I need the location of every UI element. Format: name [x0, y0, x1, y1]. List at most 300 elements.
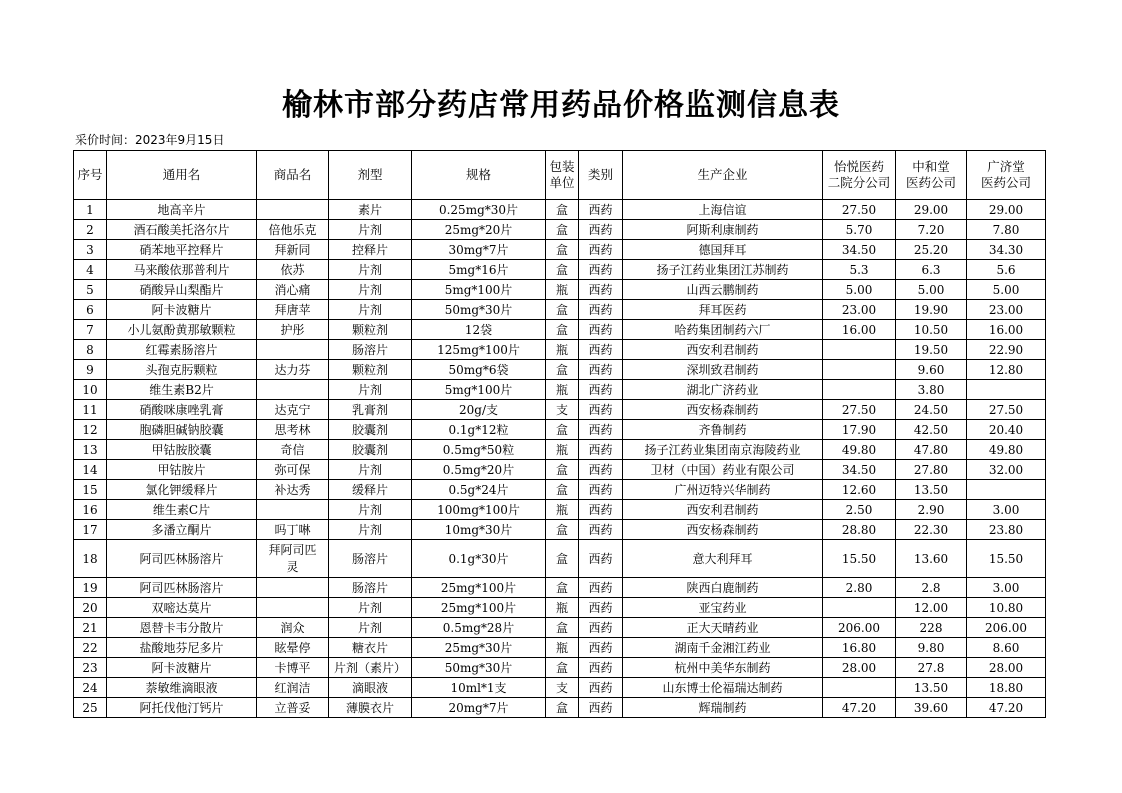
trade-name-cell: 弥可保	[257, 460, 329, 480]
price-yiyue-cell	[823, 598, 896, 618]
table-row	[74, 698, 1046, 718]
seq-cell: 25	[74, 698, 107, 718]
category-cell: 西药	[579, 300, 623, 320]
manufacturer-cell: 意大利拜耳	[623, 540, 823, 578]
table-row	[74, 440, 1046, 460]
table-row	[74, 340, 1046, 360]
spec-cell: 10mg*30片	[412, 520, 546, 540]
table-row	[74, 678, 1046, 698]
seq-cell: 11	[74, 400, 107, 420]
category-cell: 西药	[579, 420, 623, 440]
seq-cell: 22	[74, 638, 107, 658]
spec-cell: 5mg*100片	[412, 280, 546, 300]
price-date-label: 采价时间：2023年9月15日	[75, 133, 225, 147]
price-zhonghetang-cell: 9.80	[896, 638, 967, 658]
package-unit-cell: 盒	[546, 578, 579, 598]
trade-name-cell	[257, 598, 329, 618]
spec-cell: 20g/支	[412, 400, 546, 420]
price-guangjitang-cell: 34.30	[967, 240, 1046, 260]
category-cell: 西药	[579, 520, 623, 540]
package-unit-cell: 盒	[546, 200, 579, 220]
generic-name-cell: 酒石酸美托洛尔片	[107, 220, 257, 240]
manufacturer-cell: 亚宝药业	[623, 598, 823, 618]
seq-cell: 3	[74, 240, 107, 260]
package-unit-cell: 盒	[546, 240, 579, 260]
spec-cell: 100mg*100片	[412, 500, 546, 520]
trade-name-cell: 润众	[257, 618, 329, 638]
seq-cell: 10	[74, 380, 107, 400]
price-guangjitang-cell	[967, 480, 1046, 500]
table-row	[74, 658, 1046, 678]
category-cell: 西药	[579, 598, 623, 618]
header-store-guangjitang-line2: 医药公司	[980, 175, 1031, 190]
category-cell: 西药	[579, 480, 623, 500]
price-guangjitang-cell: 47.20	[967, 698, 1046, 718]
table-body	[74, 200, 1046, 718]
price-yiyue-cell: 12.60	[823, 480, 896, 500]
price-zhonghetang-cell: 47.80	[896, 440, 967, 460]
package-unit-cell: 瓶	[546, 340, 579, 360]
price-yiyue-cell: 2.50	[823, 500, 896, 520]
seq-cell: 17	[74, 520, 107, 540]
header-dosage-form: 剂型	[329, 151, 412, 200]
price-yiyue-cell	[823, 380, 896, 400]
price-guangjitang-cell: 23.80	[967, 520, 1046, 540]
price-yiyue-cell: 16.80	[823, 638, 896, 658]
trade-name-cell: 吗丁啉	[257, 520, 329, 540]
dosage-form-cell: 片剂	[329, 380, 412, 400]
manufacturer-cell: 陕西白鹿制药	[623, 578, 823, 598]
package-unit-cell: 盒	[546, 320, 579, 340]
header-store-guangjitang	[967, 151, 1046, 200]
price-guangjitang-cell: 22.90	[967, 340, 1046, 360]
table-row	[74, 200, 1046, 220]
seq-cell: 16	[74, 500, 107, 520]
category-cell: 西药	[579, 638, 623, 658]
dosage-form-cell: 控释片	[329, 240, 412, 260]
dosage-form-cell: 糖衣片	[329, 638, 412, 658]
spec-cell: 0.1g*12粒	[412, 420, 546, 440]
spec-cell: 0.5g*24片	[412, 480, 546, 500]
package-unit-cell: 瓶	[546, 500, 579, 520]
price-zhonghetang-cell: 19.50	[896, 340, 967, 360]
generic-name-cell: 甲钴胺胶囊	[107, 440, 257, 460]
manufacturer-cell: 西安利君制药	[623, 340, 823, 360]
dosage-form-cell: 颗粒剂	[329, 320, 412, 340]
spec-cell: 0.5mg*28片	[412, 618, 546, 638]
package-unit-cell: 盒	[546, 300, 579, 320]
spec-cell: 0.5mg*50粒	[412, 440, 546, 460]
dosage-form-cell: 肠溶片	[329, 340, 412, 360]
price-zhonghetang-cell: 42.50	[896, 420, 967, 440]
price-yiyue-cell: 206.00	[823, 618, 896, 638]
seq-cell: 9	[74, 360, 107, 380]
dosage-form-cell: 片剂	[329, 460, 412, 480]
table-header-row	[74, 151, 1046, 200]
header-trade-name: 商品名	[257, 151, 329, 200]
spec-cell: 25mg*30片	[412, 638, 546, 658]
manufacturer-cell: 扬子江药业集团南京海陵药业	[623, 440, 823, 460]
dosage-form-cell: 素片	[329, 200, 412, 220]
price-zhonghetang-cell: 13.60	[896, 540, 967, 578]
manufacturer-cell: 山西云鹏制药	[623, 280, 823, 300]
table-row	[74, 380, 1046, 400]
category-cell: 西药	[579, 200, 623, 220]
category-cell: 西药	[579, 540, 623, 578]
trade-name-cell: 眩晕停	[257, 638, 329, 658]
dosage-form-cell: 片剂	[329, 500, 412, 520]
dosage-form-cell: 薄膜衣片	[329, 698, 412, 718]
table-row	[74, 618, 1046, 638]
package-unit-cell: 盒	[546, 618, 579, 638]
trade-name-cell	[257, 380, 329, 400]
package-unit-cell: 瓶	[546, 380, 579, 400]
price-yiyue-cell: 2.80	[823, 578, 896, 598]
price-zhonghetang-cell: 22.30	[896, 520, 967, 540]
category-cell: 西药	[579, 400, 623, 420]
seq-cell: 12	[74, 420, 107, 440]
package-unit-cell: 瓶	[546, 280, 579, 300]
price-zhonghetang-cell: 7.20	[896, 220, 967, 240]
price-zhonghetang-cell: 9.60	[896, 360, 967, 380]
price-yiyue-cell: 5.70	[823, 220, 896, 240]
spec-cell: 5mg*16片	[412, 260, 546, 280]
price-zhonghetang-cell: 5.00	[896, 280, 967, 300]
package-unit-cell: 盒	[546, 658, 579, 678]
header-store-yiyue-line1: 怡悦医药	[833, 159, 884, 174]
price-yiyue-cell: 49.80	[823, 440, 896, 460]
category-cell: 西药	[579, 240, 623, 260]
trade-name-cell: 拜阿司匹灵	[257, 540, 329, 578]
generic-name-cell: 萘敏维滴眼液	[107, 678, 257, 698]
table-row	[74, 360, 1046, 380]
table-row	[74, 260, 1046, 280]
manufacturer-cell: 辉瑞制药	[623, 698, 823, 718]
manufacturer-cell: 杭州中美华东制药	[623, 658, 823, 678]
manufacturer-cell: 拜耳医药	[623, 300, 823, 320]
price-guangjitang-cell: 5.00	[967, 280, 1046, 300]
manufacturer-cell: 扬子江药业集团江苏制药	[623, 260, 823, 280]
price-guangjitang-cell: 28.00	[967, 658, 1046, 678]
category-cell: 西药	[579, 678, 623, 698]
table-row	[74, 480, 1046, 500]
manufacturer-cell: 德国拜耳	[623, 240, 823, 260]
dosage-form-cell: 片剂（素片）	[329, 658, 412, 678]
price-zhonghetang-cell: 12.00	[896, 598, 967, 618]
price-guangjitang-cell: 10.80	[967, 598, 1046, 618]
seq-cell: 7	[74, 320, 107, 340]
trade-name-cell	[257, 500, 329, 520]
trade-name-cell: 红润洁	[257, 678, 329, 698]
header-package-line2: 单位	[549, 175, 575, 190]
manufacturer-cell: 上海信谊	[623, 200, 823, 220]
generic-name-cell: 维生素C片	[107, 500, 257, 520]
price-guangjitang-cell: 16.00	[967, 320, 1046, 340]
price-yiyue-cell: 16.00	[823, 320, 896, 340]
generic-name-cell: 恩替卡韦分散片	[107, 618, 257, 638]
trade-name-cell: 思考林	[257, 420, 329, 440]
generic-name-cell: 阿司匹林肠溶片	[107, 540, 257, 578]
package-unit-cell: 盒	[546, 220, 579, 240]
category-cell: 西药	[579, 658, 623, 678]
seq-cell: 18	[74, 540, 107, 578]
spec-cell: 30mg*7片	[412, 240, 546, 260]
price-guangjitang-cell: 18.80	[967, 678, 1046, 698]
seq-cell: 14	[74, 460, 107, 480]
generic-name-cell: 盐酸地芬尼多片	[107, 638, 257, 658]
seq-cell: 2	[74, 220, 107, 240]
package-unit-cell: 盒	[546, 520, 579, 540]
manufacturer-cell: 山东博士伦福瑞达制药	[623, 678, 823, 698]
generic-name-cell: 甲钴胺片	[107, 460, 257, 480]
price-guangjitang-cell: 3.00	[967, 578, 1046, 598]
table-row	[74, 540, 1046, 578]
trade-name-cell	[257, 200, 329, 220]
seq-cell: 5	[74, 280, 107, 300]
spec-cell: 50mg*6袋	[412, 360, 546, 380]
trade-name-cell: 达力芬	[257, 360, 329, 380]
table-row	[74, 420, 1046, 440]
generic-name-cell: 红霉素肠溶片	[107, 340, 257, 360]
price-guangjitang-cell: 29.00	[967, 200, 1046, 220]
seq-cell: 19	[74, 578, 107, 598]
seq-cell: 6	[74, 300, 107, 320]
generic-name-cell: 硝苯地平控释片	[107, 240, 257, 260]
spec-cell: 20mg*7片	[412, 698, 546, 718]
price-zhonghetang-cell: 19.90	[896, 300, 967, 320]
spec-cell: 0.5mg*20片	[412, 460, 546, 480]
table-row	[74, 280, 1046, 300]
price-guangjitang-cell: 23.00	[967, 300, 1046, 320]
generic-name-cell: 阿托伐他汀钙片	[107, 698, 257, 718]
price-guangjitang-cell: 8.60	[967, 638, 1046, 658]
category-cell: 西药	[579, 618, 623, 638]
seq-cell: 15	[74, 480, 107, 500]
dosage-form-cell: 滴眼液	[329, 678, 412, 698]
trade-name-cell: 达克宁	[257, 400, 329, 420]
table-row	[74, 520, 1046, 540]
price-guangjitang-cell: 32.00	[967, 460, 1046, 480]
package-unit-cell: 支	[546, 678, 579, 698]
manufacturer-cell: 深圳致君制药	[623, 360, 823, 380]
spec-cell: 25mg*100片	[412, 598, 546, 618]
price-guangjitang-cell: 206.00	[967, 618, 1046, 638]
package-unit-cell: 盒	[546, 360, 579, 380]
price-zhonghetang-cell: 24.50	[896, 400, 967, 420]
trade-name-cell: 倍他乐克	[257, 220, 329, 240]
seq-cell: 24	[74, 678, 107, 698]
package-unit-cell: 瓶	[546, 440, 579, 460]
seq-cell: 23	[74, 658, 107, 678]
price-yiyue-cell: 17.90	[823, 420, 896, 440]
dosage-form-cell: 片剂	[329, 598, 412, 618]
spec-cell: 25mg*20片	[412, 220, 546, 240]
generic-name-cell: 硝酸异山梨酯片	[107, 280, 257, 300]
package-unit-cell: 盒	[546, 698, 579, 718]
price-yiyue-cell	[823, 340, 896, 360]
manufacturer-cell: 西安杨森制药	[623, 400, 823, 420]
generic-name-cell: 阿司匹林肠溶片	[107, 578, 257, 598]
header-store-zhonghetang	[896, 151, 967, 200]
table-row	[74, 598, 1046, 618]
manufacturer-cell: 齐鲁制药	[623, 420, 823, 440]
trade-name-cell: 立普妥	[257, 698, 329, 718]
generic-name-cell: 双嘧达莫片	[107, 598, 257, 618]
package-unit-cell: 盒	[546, 540, 579, 578]
category-cell: 西药	[579, 280, 623, 300]
price-zhonghetang-cell: 2.90	[896, 500, 967, 520]
price-yiyue-cell: 27.50	[823, 200, 896, 220]
price-zhonghetang-cell: 10.50	[896, 320, 967, 340]
price-yiyue-cell: 28.80	[823, 520, 896, 540]
generic-name-cell: 头孢克肟颗粒	[107, 360, 257, 380]
price-guangjitang-cell: 5.6	[967, 260, 1046, 280]
generic-name-cell: 硝酸咪康唑乳膏	[107, 400, 257, 420]
price-zhonghetang-cell: 13.50	[896, 480, 967, 500]
price-yiyue-cell: 28.00	[823, 658, 896, 678]
trade-name-cell	[257, 340, 329, 360]
price-zhonghetang-cell: 39.60	[896, 698, 967, 718]
price-zhonghetang-cell: 27.8	[896, 658, 967, 678]
table-row	[74, 320, 1046, 340]
spec-cell: 125mg*100片	[412, 340, 546, 360]
price-yiyue-cell: 5.3	[823, 260, 896, 280]
seq-cell: 4	[74, 260, 107, 280]
table-row	[74, 220, 1046, 240]
seq-cell: 1	[74, 200, 107, 220]
dosage-form-cell: 肠溶片	[329, 578, 412, 598]
price-zhonghetang-cell: 3.80	[896, 380, 967, 400]
header-category: 类别	[579, 151, 623, 200]
manufacturer-cell: 哈药集团制药六厂	[623, 320, 823, 340]
price-guangjitang-cell: 20.40	[967, 420, 1046, 440]
manufacturer-cell: 广州迈特兴华制药	[623, 480, 823, 500]
manufacturer-cell: 湖北广济药业	[623, 380, 823, 400]
package-unit-cell: 盒	[546, 480, 579, 500]
table-row	[74, 240, 1046, 260]
package-unit-cell: 支	[546, 400, 579, 420]
header-specification: 规格	[412, 151, 546, 200]
spec-cell: 25mg*100片	[412, 578, 546, 598]
trade-name-cell: 卡博平	[257, 658, 329, 678]
category-cell: 西药	[579, 360, 623, 380]
generic-name-cell: 地高辛片	[107, 200, 257, 220]
header-store-zhonghetang-line2: 医药公司	[905, 175, 956, 190]
trade-name-cell: 拜新同	[257, 240, 329, 260]
header-package-line1: 包装	[549, 159, 575, 174]
spec-cell: 0.1g*30片	[412, 540, 546, 578]
price-yiyue-cell: 27.50	[823, 400, 896, 420]
table-row	[74, 460, 1046, 480]
price-zhonghetang-cell: 6.3	[896, 260, 967, 280]
price-yiyue-cell: 15.50	[823, 540, 896, 578]
manufacturer-cell: 阿斯利康制药	[623, 220, 823, 240]
price-yiyue-cell	[823, 678, 896, 698]
package-unit-cell: 盒	[546, 260, 579, 280]
trade-name-cell: 奇信	[257, 440, 329, 460]
category-cell: 西药	[579, 578, 623, 598]
trade-name-cell: 拜唐苹	[257, 300, 329, 320]
generic-name-cell: 小儿氨酚黄那敏颗粒	[107, 320, 257, 340]
price-zhonghetang-cell: 13.50	[896, 678, 967, 698]
price-zhonghetang-cell: 2.8	[896, 578, 967, 598]
category-cell: 西药	[579, 260, 623, 280]
category-cell: 西药	[579, 460, 623, 480]
header-manufacturer: 生产企业	[623, 151, 823, 200]
price-zhonghetang-cell: 25.20	[896, 240, 967, 260]
generic-name-cell: 阿卡波糖片	[107, 658, 257, 678]
dosage-form-cell: 乳膏剂	[329, 400, 412, 420]
category-cell: 西药	[579, 320, 623, 340]
manufacturer-cell: 西安杨森制药	[623, 520, 823, 540]
trade-name-cell: 护彤	[257, 320, 329, 340]
dosage-form-cell: 片剂	[329, 260, 412, 280]
spec-cell: 5mg*100片	[412, 380, 546, 400]
trade-name-cell: 补达秀	[257, 480, 329, 500]
price-guangjitang-cell: 7.80	[967, 220, 1046, 240]
table-row	[74, 578, 1046, 598]
table-row	[74, 638, 1046, 658]
category-cell: 西药	[579, 340, 623, 360]
spec-cell: 50mg*30片	[412, 658, 546, 678]
price-table	[73, 150, 1046, 718]
package-unit-cell: 盒	[546, 460, 579, 480]
dosage-form-cell: 颗粒剂	[329, 360, 412, 380]
trade-name-cell: 依苏	[257, 260, 329, 280]
seq-cell: 21	[74, 618, 107, 638]
dosage-form-cell: 片剂	[329, 280, 412, 300]
spec-cell: 0.25mg*30片	[412, 200, 546, 220]
price-guangjitang-cell: 12.80	[967, 360, 1046, 380]
price-yiyue-cell: 23.00	[823, 300, 896, 320]
generic-name-cell: 氯化钾缓释片	[107, 480, 257, 500]
price-guangjitang-cell	[967, 380, 1046, 400]
manufacturer-cell: 卫材（中国）药业有限公司	[623, 460, 823, 480]
dosage-form-cell: 片剂	[329, 300, 412, 320]
trade-name-cell: 消心痛	[257, 280, 329, 300]
dosage-form-cell: 片剂	[329, 520, 412, 540]
package-unit-cell: 瓶	[546, 638, 579, 658]
price-guangjitang-cell: 3.00	[967, 500, 1046, 520]
manufacturer-cell: 湖南千金湘江药业	[623, 638, 823, 658]
price-yiyue-cell: 5.00	[823, 280, 896, 300]
generic-name-cell: 多潘立酮片	[107, 520, 257, 540]
spec-cell: 50mg*30片	[412, 300, 546, 320]
generic-name-cell: 阿卡波糖片	[107, 300, 257, 320]
package-unit-cell: 瓶	[546, 598, 579, 618]
category-cell: 西药	[579, 380, 623, 400]
category-cell: 西药	[579, 440, 623, 460]
header-store-yiyue	[823, 151, 896, 200]
table-row	[74, 500, 1046, 520]
generic-name-cell: 维生素B2片	[107, 380, 257, 400]
dosage-form-cell: 片剂	[329, 220, 412, 240]
dosage-form-cell: 片剂	[329, 618, 412, 638]
header-store-yiyue-line2: 二院分公司	[827, 175, 891, 190]
header-seq: 序号	[74, 151, 107, 200]
dosage-form-cell: 肠溶片	[329, 540, 412, 578]
spec-cell: 10ml*1支	[412, 678, 546, 698]
manufacturer-cell: 正大天晴药业	[623, 618, 823, 638]
price-guangjitang-cell: 27.50	[967, 400, 1046, 420]
price-zhonghetang-cell: 228	[896, 618, 967, 638]
table-row	[74, 400, 1046, 420]
header-package-unit	[546, 151, 579, 200]
category-cell: 西药	[579, 500, 623, 520]
seq-cell: 13	[74, 440, 107, 460]
seq-cell: 20	[74, 598, 107, 618]
header-store-zhonghetang-line1: 中和堂	[912, 159, 950, 174]
